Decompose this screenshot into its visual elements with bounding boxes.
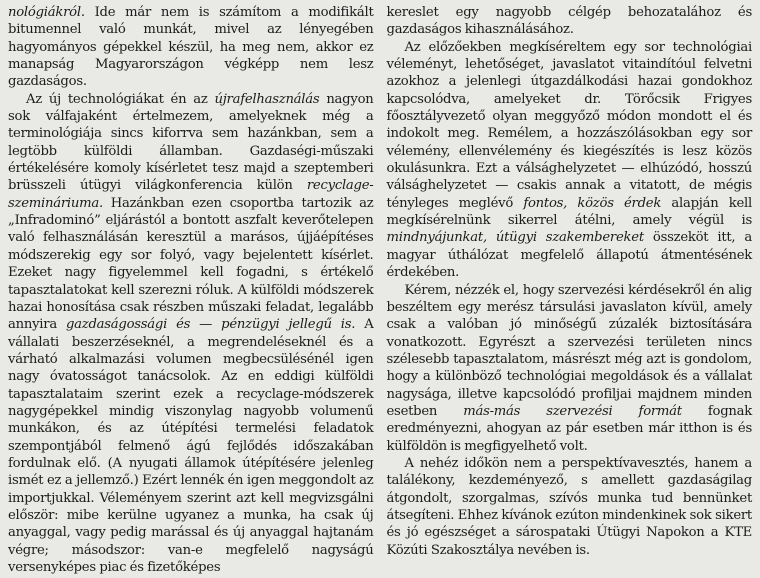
- text-run: összeköt itt, a magyar úthálózat megfelelő állapotú átmentésének érdekében.: [386, 230, 753, 281]
- italic-text-run: recyclage-szemináriuma.: [8, 178, 374, 211]
- italic-text-run: újrafelhasználás: [214, 91, 320, 107]
- left-paragraph-1: [8, 4, 374, 91]
- text-run: Az új technológiákat én az: [26, 91, 215, 107]
- italic-text-run: fontos, közös érdek: [523, 195, 662, 211]
- italic-text-run: mindnyájunkat, útügyi szakembereket: [386, 230, 644, 246]
- text-run: fognak eredményezni, ahogyan az pár esetben már itthon is és külföldön is megfigyelhető volt.: [386, 403, 753, 454]
- right-paragraph-1: [387, 4, 753, 39]
- text-run: Hazánkban ezen csoportba tartozik az „Infradominó” eljárástól a bontott aszfalt keverőtelepen való felhasználásán keresztül a marásos, újjáépítéses módszerekig egy sor folyó, vagy bejelentett kísérlet. Ezeket nagy figyelemmel kell fogadni, s értékelő tapasztalatokat kell szerezni róluk. A külföldi módszerek hazai honosítása csak részben műszaki feladat, legalább annyira: [8, 195, 374, 333]
- italic-text-run: nológiákról.: [8, 5, 85, 20]
- right-paragraph-4: [387, 455, 753, 559]
- left-paragraph-2: [8, 91, 374, 577]
- text-run: nagyon sok válfajaként értelmezem, amelyeknek még a terminológiája sincs kiforrva sem hazánkban, sem a legtöbb külföldi államban. Gazdaségi-műszaki értékelésére komoly kísérletet tesz majd a szeptemberi brüsszeli útügyi világkonferencia külön: [8, 91, 374, 194]
- text-run: Az előzőekben megkíséreltem egy sor technológiai véleményt, lehetőséget, javaslatot vitaindítóul felvetni azokhoz a jelenlegi útgazdálkodási hazai gondokhoz kapcsolódva, amelyeket dr. Törőcsik Frigyes főosztályvezető olyan meggyőző módon mondott el és indokolt meg. Remélem, a hozzászólásokban egy sor vélemény, ellenvélemény és kiegészítés is lesz közös okulásunkra. Ezt a válsághelyzetet — elhúzódó, hosszú válsághelyzetet — csakis annak a vitatott, de mégis tényleges meglévő: [386, 39, 752, 211]
- text-run: Kérem, nézzék el, hogy szervezési kérdésekről én alig beszéltem egy merész társulási javaslaton kívül, amely csak a valóban jó minőségű zúzalék biztosítására vonatkozott. Egyrészt a szervezési területen nincs szélesebb tapasztalatom, másrészt még azt is gondolom, hogy a különböző technológiai megoldások és a vállalat nagysága, illetve kapcsolódó profiljai majdnem minden esetben: [386, 282, 752, 419]
- text-run: kereslet egy nagyobb célgép behozatalához és gazdaságos kihasználásához.: [386, 5, 752, 38]
- right-paragraph-3: [387, 282, 753, 455]
- right-column: [387, 4, 753, 578]
- text-run: A nehéz időkön nem a perspektívavesztés, hanem a találékony, kezdeményező, s amellett gazdaságilag átgondolt, szorgalmas, szívós munka tud bennünket átsegíteni. Ehhez kívánok ezúton mindenkinek sok sikert és jó egészséget a sárospataki Útügyi Napokon a KTE Közúti Szakosztálya nevében is.: [386, 455, 752, 558]
- text-run: A vállalati beszerzéseknél, a megrendeléseknél és a várható alkalmazási volumen megbecsülésénél igen nagy óvatosságot tanácsolok. Az en eddigi külföldi tapasztalataim szerint ezek a recyclage-módszerek nagygépekkel mindig viszonylag nagyobb volumenű munkákon, és az útépítési termelési feladatok szempontjából felmenő ágú fejlődés időszakában fordulnak elő. (A nyugati államok útépítésére jelenleg ismét ez a jellemző.) Ezért lennék én igen meggondolt az importjukkal. Véleményem szerint azt kell megvizsgálni először: mibe kerülne ugyanez a munka, ha csak új anyaggal, vagy pedig marással és új anyaggal hajtanám végre; másodszor: van-e megfelelő nagyságú versenyképes piac és fizetőképes: [8, 317, 374, 575]
- text-run: alapján kell megkísérelnünk sikerrel átélni, amely végül is: [386, 195, 752, 229]
- left-column: [8, 4, 374, 578]
- italic-text-run: gazdaságossági és — pénzügyi jellegű is.: [65, 317, 356, 333]
- italic-text-run: más-más szervezési formát: [463, 403, 682, 419]
- text-run: Ide már nem is számítom a modifikált bitumennel való munkát, mivel az lényegében hagyományos gépekkel készül, ha meg nem, akkor ez manapság Magyarországon végképp nem lesz gazdaságos.: [8, 5, 374, 90]
- right-paragraph-2: [387, 39, 753, 282]
